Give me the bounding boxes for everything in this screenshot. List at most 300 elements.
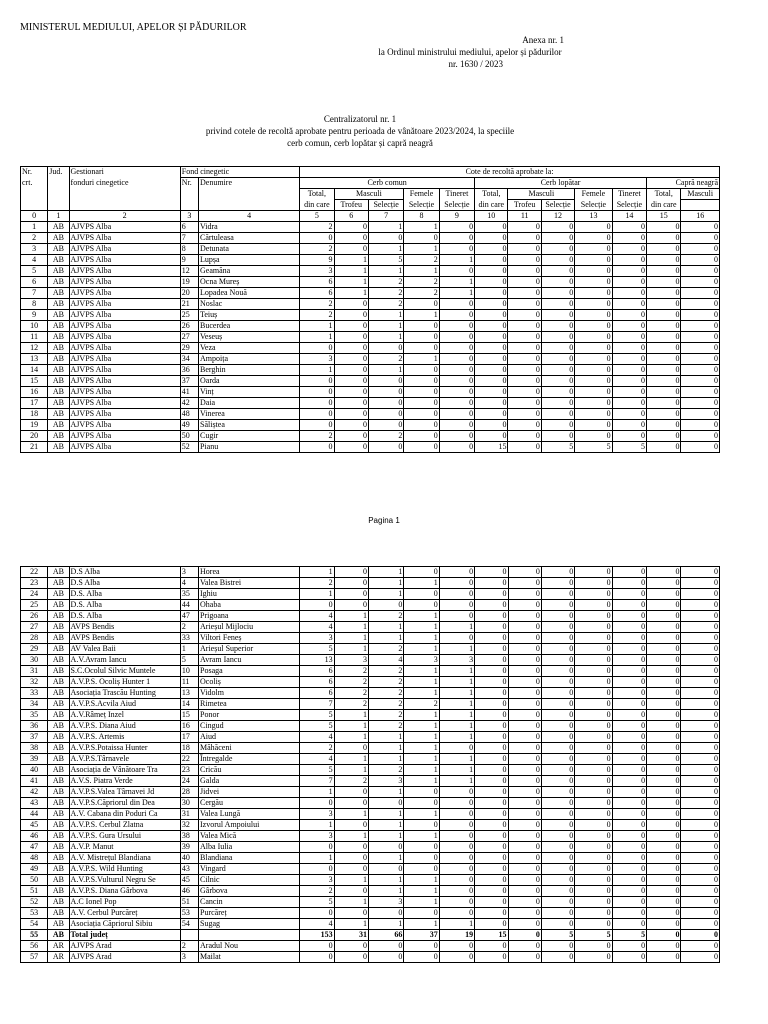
gestionar-cell: A.V.P.S.Vulturul Negru Se — [69, 875, 180, 886]
table-cell: 0 — [439, 611, 474, 622]
table-cell: 0 — [647, 387, 681, 398]
table-cell: 0 — [300, 442, 334, 453]
table-cell: AB — [48, 930, 69, 941]
table-cell: 7 — [300, 699, 334, 710]
table-row — [21, 376, 720, 387]
table-cell: 0 — [334, 398, 368, 409]
table-cell: 9 — [300, 255, 334, 266]
table-cell: 0 — [575, 611, 612, 622]
table-cell: AB — [48, 310, 69, 321]
table-cell: 1 — [404, 644, 439, 655]
table-cell: 0 — [439, 310, 474, 321]
column-index-cell: 13 — [575, 211, 612, 222]
table-cell: 1 — [404, 354, 439, 365]
table-cell: 10 — [180, 666, 198, 677]
table-row — [21, 875, 720, 886]
table-cell: 0 — [647, 930, 681, 941]
table-cell: 1 — [404, 875, 439, 886]
table-cell: 0 — [612, 754, 646, 765]
table-row — [21, 743, 720, 754]
fond-name-cell: Izvorul Ampoiului — [199, 820, 300, 831]
table-cell: 2 — [368, 721, 403, 732]
table-cell: 0 — [334, 299, 368, 310]
table-cell: 31 — [180, 809, 198, 820]
table-cell: 13 — [21, 354, 48, 365]
table-cell: 0 — [541, 710, 574, 721]
gestionar-cell: AJVPS Alba — [69, 354, 180, 365]
fond-name-cell: Valea Bistrei — [199, 578, 300, 589]
table-cell: 0 — [508, 321, 541, 332]
hdr-fond-denumire: Denumire — [199, 178, 300, 189]
table-cell — [180, 930, 198, 941]
table-cell: AB — [48, 266, 69, 277]
gestionar-cell: A.C Ionel Pop — [69, 897, 180, 908]
table-cell: 0 — [681, 710, 720, 721]
table-cell: 0 — [647, 567, 681, 578]
table-cell: 1 — [334, 266, 368, 277]
table-cell: 0 — [575, 266, 612, 277]
table-cell: 0 — [647, 299, 681, 310]
table-cell: 0 — [368, 941, 403, 952]
gestionar-cell: A.V.P.S.Valea Târnavei Jd — [69, 787, 180, 798]
fond-name-cell: Vinț — [199, 387, 300, 398]
table-cell: 21 — [180, 299, 198, 310]
table-cell: 0 — [681, 233, 720, 244]
table-cell: 0 — [475, 655, 508, 666]
table-cell: 27 — [21, 622, 48, 633]
table-cell: 24 — [180, 776, 198, 787]
table-cell: 1 — [368, 853, 403, 864]
table-cell: 0 — [300, 798, 334, 809]
table-cell: 0 — [575, 633, 612, 644]
table-row — [21, 688, 720, 699]
table-cell: AB — [48, 886, 69, 897]
table-cell: 0 — [681, 908, 720, 919]
table-cell: 23 — [180, 765, 198, 776]
table-cell: 0 — [541, 398, 574, 409]
gestionar-cell: AV Valea Baii — [69, 644, 180, 655]
table-cell: 1 — [404, 765, 439, 776]
table-cell: 1 — [439, 732, 474, 743]
table-cell: 0 — [575, 409, 612, 420]
table-cell: 0 — [541, 941, 574, 952]
table-cell: AB — [48, 420, 69, 431]
table-cell: 0 — [475, 644, 508, 655]
table-cell: 0 — [681, 842, 720, 853]
table-cell: 0 — [541, 754, 574, 765]
table-cell: 15 — [21, 376, 48, 387]
table-cell: 32 — [180, 820, 198, 831]
gestionar-cell: D.S. Alba — [69, 589, 180, 600]
table-cell: 0 — [508, 688, 541, 699]
table-cell: 2 — [404, 277, 439, 288]
table-row — [21, 776, 720, 787]
annex-block — [320, 34, 620, 70]
table-cell: 0 — [368, 376, 403, 387]
table-cell: 0 — [475, 776, 508, 787]
fond-name-cell: Cilnic — [199, 875, 300, 886]
table-cell: 0 — [475, 886, 508, 897]
table-cell: 0 — [475, 431, 508, 442]
fond-name-cell: Cingud — [199, 721, 300, 732]
table-cell: 0 — [612, 332, 646, 343]
fond-name-cell: Gârbova — [199, 886, 300, 897]
table-cell: 22 — [21, 567, 48, 578]
table-cell: 0 — [681, 277, 720, 288]
table-cell: 0 — [508, 611, 541, 622]
table-cell: 0 — [541, 600, 574, 611]
hdr-masculi-cl: Masculi — [508, 189, 575, 200]
table-cell: AB — [48, 897, 69, 908]
table-cell: 0 — [575, 233, 612, 244]
table-cell: 0 — [439, 567, 474, 578]
table-row — [21, 321, 720, 332]
table-cell: 0 — [681, 310, 720, 321]
table-cell: 1 — [404, 244, 439, 255]
table-cell: AB — [48, 376, 69, 387]
table-row — [21, 567, 720, 578]
table-cell: 0 — [612, 277, 646, 288]
table-row — [21, 442, 720, 453]
table-cell: 0 — [334, 365, 368, 376]
page-label: Pagina 1 — [368, 516, 400, 525]
gestionar-cell: AJVPS Alba — [69, 376, 180, 387]
table-cell: 0 — [612, 420, 646, 431]
table-row — [21, 365, 720, 376]
table-cell: 0 — [475, 787, 508, 798]
table-cell: 0 — [541, 732, 574, 743]
hdr-trofeu-cc: Trofeu — [334, 200, 368, 211]
table-cell: 51 — [21, 886, 48, 897]
table-row — [21, 288, 720, 299]
table-cell: 5 — [180, 655, 198, 666]
table-cell: 0 — [647, 277, 681, 288]
table-cell: 0 — [439, 244, 474, 255]
table-cell: 0 — [368, 233, 403, 244]
table-cell: 0 — [404, 952, 439, 963]
table-cell: 2 — [180, 622, 198, 633]
table-cell: 0 — [647, 699, 681, 710]
table-cell: 0 — [541, 255, 574, 266]
table-cell: 0 — [334, 952, 368, 963]
table-cell: 19 — [21, 420, 48, 431]
table-cell: 43 — [180, 864, 198, 875]
table-cell: 40 — [180, 853, 198, 864]
table-cell: 1 — [334, 288, 368, 299]
table-cell: 0 — [575, 732, 612, 743]
table-cell: 4 — [300, 919, 334, 930]
table-cell: 0 — [647, 578, 681, 589]
table-cell: 0 — [439, 343, 474, 354]
table-cell: 0 — [647, 420, 681, 431]
table-cell: 47 — [21, 842, 48, 853]
table-cell: 0 — [612, 354, 646, 365]
hdr-gestionari: Gestionari — [69, 167, 180, 178]
table-cell: AB — [48, 431, 69, 442]
table-cell: 0 — [612, 299, 646, 310]
hdr-jud: Jud. — [48, 167, 69, 178]
table-cell: 0 — [575, 765, 612, 776]
table-cell: 13 — [180, 688, 198, 699]
table-cell: 0 — [612, 908, 646, 919]
quota-table-page-2 — [20, 566, 720, 963]
column-index-cell: 8 — [404, 211, 439, 222]
table-cell: AB — [48, 710, 69, 721]
table-cell: 0 — [575, 644, 612, 655]
table-cell: 46 — [21, 831, 48, 842]
table-cell: 36 — [21, 721, 48, 732]
table-cell: 0 — [647, 941, 681, 952]
fond-name-cell: Purcăreț — [199, 908, 300, 919]
table-cell: 0 — [334, 864, 368, 875]
table-cell: 0 — [475, 578, 508, 589]
table-cell: 2 — [334, 666, 368, 677]
table-cell: 1 — [439, 644, 474, 655]
gestionar-cell: AJVPS Alba — [69, 244, 180, 255]
table-cell: 12 — [21, 343, 48, 354]
table-cell: 0 — [681, 633, 720, 644]
hdr-total-cn: Total, — [647, 189, 681, 200]
table-cell: 7 — [300, 776, 334, 787]
table-cell: 3 — [300, 809, 334, 820]
table-cell: 1 — [404, 710, 439, 721]
gestionar-cell: A.V.P.S. Diana Aiud — [69, 721, 180, 732]
table-cell: 0 — [368, 908, 403, 919]
table-cell: 2 — [368, 699, 403, 710]
table-cell: 0 — [334, 321, 368, 332]
table-cell: 0 — [575, 244, 612, 255]
table-cell: 0 — [475, 699, 508, 710]
table-cell: 1 — [300, 853, 334, 864]
table-cell: 0 — [612, 776, 646, 787]
table-cell: 0 — [368, 952, 403, 963]
table-cell: 2 — [368, 666, 403, 677]
table-cell: 0 — [439, 886, 474, 897]
table-cell: 0 — [439, 409, 474, 420]
table-cell: 0 — [647, 244, 681, 255]
table-cell: 46 — [180, 886, 198, 897]
table-cell: 0 — [508, 864, 541, 875]
table-cell: 0 — [541, 233, 574, 244]
fond-name-cell: Viltori Feneș — [199, 633, 300, 644]
table-cell: 1 — [334, 809, 368, 820]
table-cell: AB — [48, 365, 69, 376]
gestionar-cell: AVPS Bendis — [69, 622, 180, 633]
table-cell: 1 — [334, 897, 368, 908]
table-cell: 0 — [541, 277, 574, 288]
table-cell: 0 — [575, 919, 612, 930]
table-cell: 6 — [300, 688, 334, 699]
hdr-masculi-cn: Masculi — [681, 189, 720, 200]
table-cell: 0 — [439, 589, 474, 600]
table-cell: AB — [48, 600, 69, 611]
fond-name-cell: Arieșul Mijlociu — [199, 622, 300, 633]
table-cell: 1 — [439, 754, 474, 765]
annex-number: Anexa nr. 1 — [522, 35, 564, 45]
fond-name-cell: Valea Lungă — [199, 809, 300, 820]
table-cell: AB — [48, 776, 69, 787]
table-cell: AB — [48, 589, 69, 600]
fond-name-cell: Noslac — [199, 299, 300, 310]
fond-name-cell: Cergău — [199, 798, 300, 809]
table-cell: 0 — [681, 600, 720, 611]
table-cell: 0 — [475, 677, 508, 688]
table-cell: 0 — [439, 332, 474, 343]
table-cell: 1 — [404, 266, 439, 277]
table-cell: 0 — [681, 798, 720, 809]
gestionar-cell: AJVPS Alba — [69, 255, 180, 266]
table-cell: 0 — [508, 332, 541, 343]
table-cell: 0 — [541, 765, 574, 776]
table-cell: 1 — [334, 255, 368, 266]
table-cell: 0 — [508, 798, 541, 809]
table-cell: 50 — [180, 431, 198, 442]
table-cell: 0 — [647, 908, 681, 919]
gestionar-cell: Asociația Trascău Hunting — [69, 688, 180, 699]
table-cell: 14 — [21, 365, 48, 376]
table-cell: 36 — [180, 365, 198, 376]
table-row — [21, 655, 720, 666]
table-cell: 0 — [575, 321, 612, 332]
table-cell: 1 — [404, 611, 439, 622]
table-cell: 0 — [404, 332, 439, 343]
table-cell: 8 — [21, 299, 48, 310]
table-cell: 0 — [612, 765, 646, 776]
column-index-cell: 1 — [48, 211, 69, 222]
table-cell: 3 — [300, 633, 334, 644]
table-cell: 0 — [575, 842, 612, 853]
fond-name-cell: Horea — [199, 567, 300, 578]
table-cell: 0 — [334, 908, 368, 919]
table-cell: AB — [48, 409, 69, 420]
table-body-page-1 — [21, 222, 720, 453]
table-cell: 0 — [300, 952, 334, 963]
table-cell: AB — [48, 611, 69, 622]
table-cell: 0 — [508, 842, 541, 853]
table-cell: 5 — [300, 710, 334, 721]
gestionar-cell: AJVPS Arad — [69, 952, 180, 963]
table-cell: 6 — [21, 277, 48, 288]
table-cell: 0 — [404, 787, 439, 798]
table-cell: 13 — [300, 655, 334, 666]
fond-name-cell: Vinerea — [199, 409, 300, 420]
table-cell: 1 — [439, 919, 474, 930]
table-cell: 2 — [368, 644, 403, 655]
table-cell: 0 — [647, 820, 681, 831]
table-cell: 0 — [681, 611, 720, 622]
table-cell: 0 — [334, 743, 368, 754]
table-cell: 0 — [575, 567, 612, 578]
hdr-gestionari-2: fonduri cinegetice — [69, 178, 180, 189]
table-row — [21, 277, 720, 288]
table-cell: 1 — [404, 622, 439, 633]
table-cell: 1 — [368, 831, 403, 842]
table-cell: 0 — [334, 798, 368, 809]
gestionar-cell: AVPS Bendis — [69, 633, 180, 644]
table-cell: 1 — [300, 321, 334, 332]
table-cell: 6 — [300, 677, 334, 688]
table-cell: 5 — [368, 255, 403, 266]
table-cell: 0 — [541, 589, 574, 600]
table-cell: 0 — [647, 343, 681, 354]
table-cell: 0 — [475, 387, 508, 398]
table-cell: 0 — [368, 600, 403, 611]
table-cell: 1 — [334, 644, 368, 655]
table-cell: 1 — [404, 897, 439, 908]
table-cell: 0 — [404, 908, 439, 919]
table-cell: 0 — [681, 409, 720, 420]
column-index-cell: 6 — [334, 211, 368, 222]
table-cell: 1 — [368, 622, 403, 633]
table-cell: 39 — [21, 754, 48, 765]
table-cell: 0 — [647, 266, 681, 277]
table-cell: 0 — [439, 875, 474, 886]
table-cell: 0 — [612, 266, 646, 277]
table-row — [21, 387, 720, 398]
hdr-tineret-cl: Tineret — [612, 189, 646, 200]
table-cell: 0 — [508, 853, 541, 864]
table-cell: 0 — [334, 589, 368, 600]
table-cell: 0 — [681, 765, 720, 776]
table-cell: AB — [48, 222, 69, 233]
table-cell: 0 — [575, 787, 612, 798]
table-cell: 1 — [404, 776, 439, 787]
annex-order-number: nr. 1630 / 2023 — [448, 59, 503, 69]
table-cell: 0 — [681, 688, 720, 699]
table-cell: AB — [48, 831, 69, 842]
table-row — [21, 398, 720, 409]
table-cell: 1 — [439, 277, 474, 288]
gestionar-cell: AJVPS Alba — [69, 365, 180, 376]
table-cell: 1 — [368, 222, 403, 233]
table-cell: 12 — [180, 266, 198, 277]
table-cell: 0 — [368, 409, 403, 420]
table-cell: 0 — [612, 688, 646, 699]
table-cell: 0 — [508, 952, 541, 963]
table-cell: 0 — [647, 842, 681, 853]
table-cell: 0 — [647, 710, 681, 721]
table-cell: 2 — [368, 765, 403, 776]
table-cell: 0 — [334, 387, 368, 398]
column-index-cell: 4 — [199, 211, 300, 222]
table-cell: 53 — [180, 908, 198, 919]
hdr-selectie-cl-t: Selecție — [612, 200, 646, 211]
table-cell: 4 — [300, 622, 334, 633]
table-cell: 0 — [541, 919, 574, 930]
table-cell: AB — [48, 233, 69, 244]
table-cell: 31 — [21, 666, 48, 677]
table-cell: 0 — [334, 376, 368, 387]
table-cell: 1 — [404, 721, 439, 732]
table-cell: 0 — [300, 941, 334, 952]
table-row — [21, 919, 720, 930]
table-cell: 0 — [541, 699, 574, 710]
table-cell: 44 — [180, 600, 198, 611]
table-cell: 0 — [300, 600, 334, 611]
table-cell: 0 — [439, 743, 474, 754]
fond-name-cell: Arieșul Superior — [199, 644, 300, 655]
table-cell: 0 — [475, 875, 508, 886]
table-cell: 0 — [647, 677, 681, 688]
table-cell: 0 — [508, 666, 541, 677]
table-cell: 0 — [439, 376, 474, 387]
table-cell: 3 — [21, 244, 48, 255]
table-cell: 1 — [334, 732, 368, 743]
table-cell: 1 — [439, 710, 474, 721]
table-cell: 0 — [300, 420, 334, 431]
gestionar-cell: A.V.P. Manut — [69, 842, 180, 853]
table-cell: 0 — [475, 376, 508, 387]
